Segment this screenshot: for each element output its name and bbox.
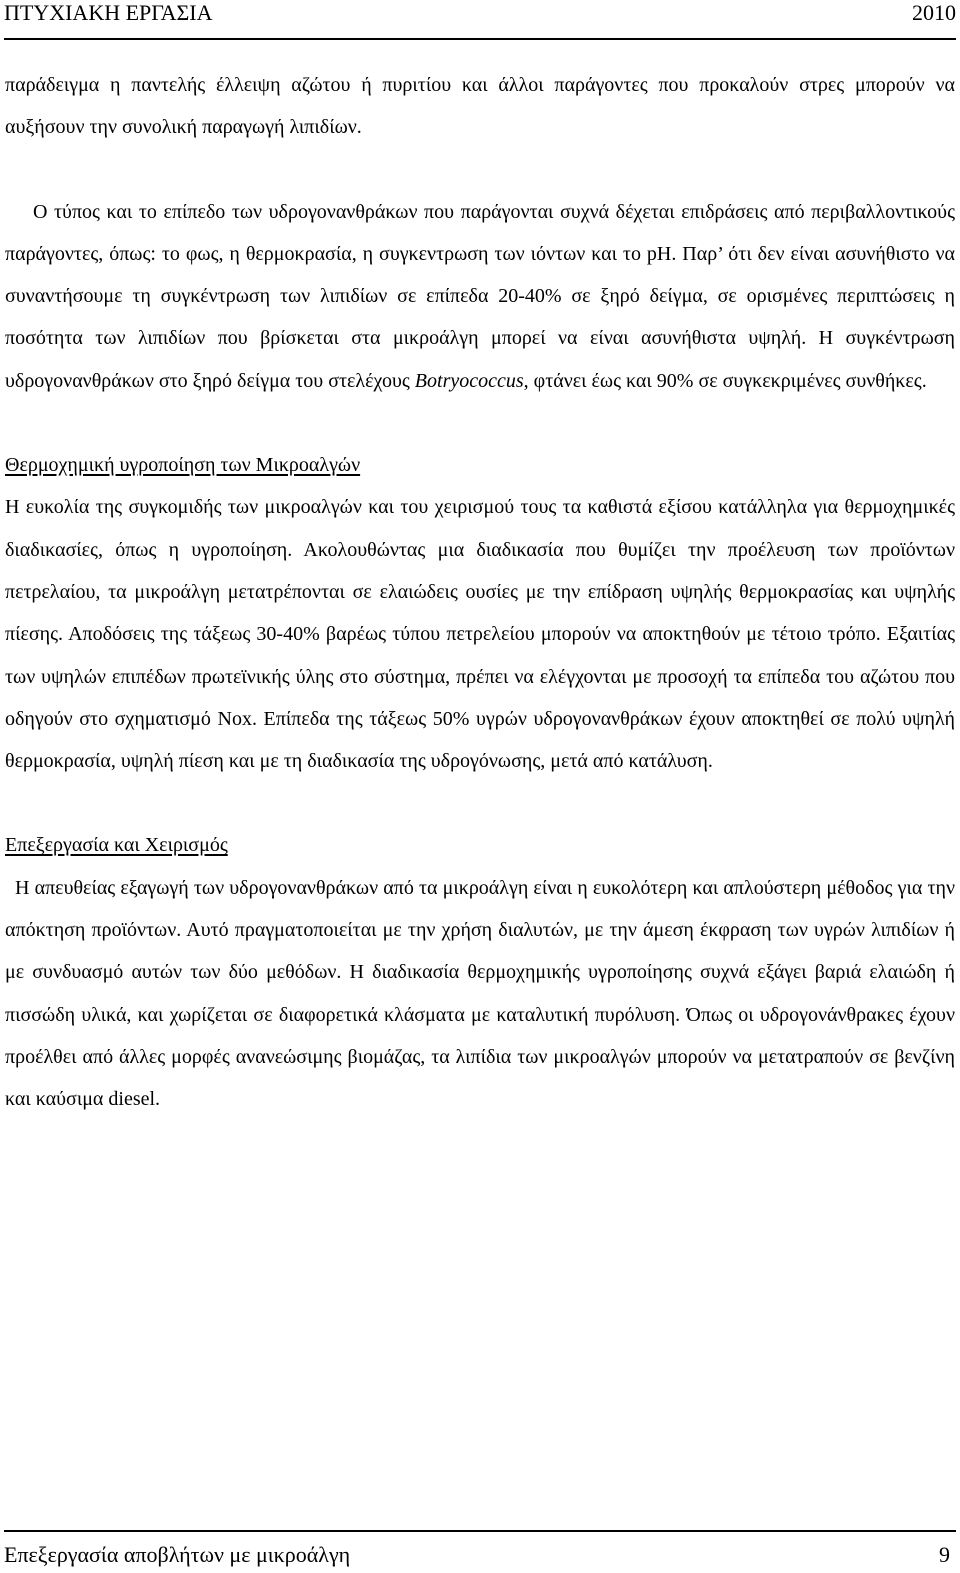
paragraph-hydrocarbons-text-a: Ο τύπος και το επίπεδο των υδρογονανθράκων που παράγονται συχνά δέχεται επιδράσεις από περιβαλλοντικούς παράγοντες, όπως: το φως, η θερμοκρασία, η συγκεντρωση των ιόντων και το pH. Παρ’ ότι δεν είναι ασυνήθιστο να συναντήσουμε τη συγκέντρωση των λιπιδίων σε επίπεδα 20-40% σε ξηρό δείγμα, σε ορισμένες περιπτώσεις η ποσότητα των λιπιδίων που βρίσκεται στα μικροάλγη μπορεί να είναι ασυνήθιστα υψηλή. Η συγκέντρωση υδρογονανθράκων στο ξηρό δείγμα του στελέχους — [5, 200, 955, 392]
section-heading-processing: Επεξεργασία και Χειρισμός — [5, 834, 228, 857]
paragraph-liquefaction: Η ευκολία της συγκομιδής των μικροαλγών και του χειρισμού τους τα καθιστά εξίσου κατάλληλα για θερμοχημικές διαδικασίες, όπως η υγροποίηση. Ακολουθώντας μια διαδικασία που θυμίζει την προέλευση των προϊόντων πετρελαίου, τα μικροάλγη μετατρέπονται σε ελαιώδεις ουσίες με την επίδραση υψηλής θερμοκρασίας και υψηλής πίεσης. Αποδόσεις της τάξεως 30-40% βαρέως τύπου πετρελείου μπορούν να αποκτηθούν με τέτοιο τρόπο. Εξαιτίας των υψηλών επιπέδων πρωτεϊνικής ύλης στο σύστημα, πρέπει να ελέγχονται με προσοχή τα επίπεδα του αζώτου που οδηγούν στο σχηματισμό Nox. Επίπεδα της τάξεως 50% υγρών υδρογονανθράκων έχουν αποκτηθεί σε πολύ υψηλή θερμοκρασία, υψηλή πίεση και με τη διαδικασία της υδρογόνωσης, μετά από κατάλυση. — [5, 496, 955, 773]
paragraph-hydrocarbons — [5, 191, 955, 402]
paragraph-processing: Η απευθείας εξαγωγή των υδρογονανθράκων από τα μικροάλγη είναι η ευκολότερη και απλούστερη μέθοδος για την απόκτηση προϊόντων. Αυτό πραγματοποιείται με την χρήση διαλυτών, με την άμεση έκφραση των υγρών λιπιδίων ή με συνδυασμό αυτών των δύο μεθόδων. Η διαδικασία θερμοχημικής υγροποίησης συχνά εξάγει βαριά ελαιώδη ή πισσώδη υλικά, και χωρίζεται σε διαφορετικά κλάσματα με καταλυτική πυρόλυση. Όπως οι υδρογονάνθρακες έχουν προέλθει από άλλες μορφές ανανεώσιμης βιομάζας, τα λιπίδια των μικροαλγών μπορούν να μετατραπούν σε βενζίνη και καύσιμα diesel. — [5, 876, 955, 1111]
header-year: 2010 — [912, 0, 956, 25]
section-heading-liquefaction: Θερμοχημική υγροποίηση των Μικροαλγών — [5, 454, 361, 477]
paragraph-hydrocarbons-text-b: , φτάνει έως και 90% σε συγκεκριμένες συνθήκες. — [523, 369, 927, 392]
document-body — [5, 64, 955, 1121]
species-name: Botryococcus — [414, 369, 524, 392]
header-title: ΠΤΥΧΙΑΚΗ ΕΡΓΑΣΙΑ — [4, 0, 213, 25]
footer-title: Επεξεργασία αποβλήτων με μικροάλγη — [4, 1542, 351, 1567]
paragraph-continuation: παράδειγμα η παντελής έλλειψη αζώτου ή πυριτίου και άλλοι παράγοντες που προκαλούν στρες μπορούν να αυξήσουν την συνολική παραγωγή λιπιδίων. — [5, 74, 955, 139]
page-number: 9 — [939, 1542, 950, 1567]
page-footer — [4, 1530, 956, 1573]
page-header — [4, 0, 956, 40]
paragraph-spacer — [5, 149, 955, 191]
paragraph-spacer — [5, 782, 955, 824]
paragraph-spacer — [5, 402, 955, 444]
